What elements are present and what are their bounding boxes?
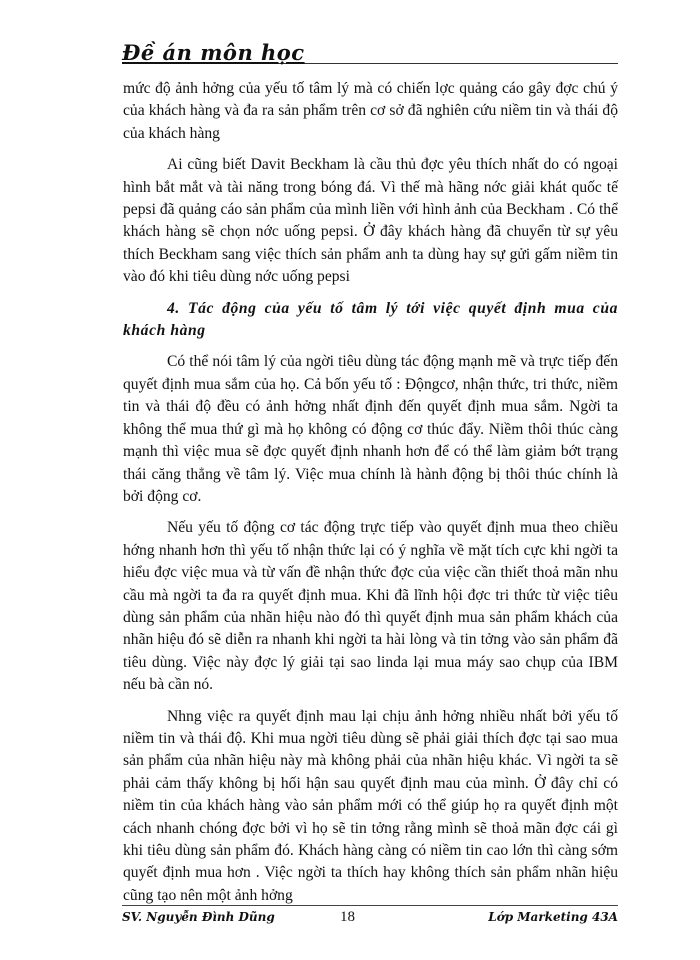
page-number: 18 xyxy=(340,909,355,925)
header-title: Đề án môn học xyxy=(122,40,305,65)
page-footer xyxy=(122,905,618,934)
section-heading: 4. Tác động của yếu tố tâm lý tới việc quyết định mua của khách hàng xyxy=(123,299,618,340)
paragraph-motivation: Nếu yếu tố động cơ tác động trực tiếp vào quyết định mua theo chiều hớng nhanh hơn thì yếu tố nhận thức lại có ý nghĩa về mặt tích cực khi ngời ta hiểu đợc việc mua và từ vấn đề nhận thức đợc của việc cần thiết thoả mãn nhu cầu mà ngời ta đa ra quyết định mua. Khi đã lĩnh hội đợc tri thức từ việc tiêu dùng sản phẩm của nhãn hiệu nào đó thì quyết định mua sản phẩm khách của nhãn hiệu đó sẽ diễn ra nhanh khi ngời ta hài lòng và tin tởng vào sản phẩm đã tiêu dùng. Việc này đợc lý giải tại sao linda lại mua máy sao chụp của IBM nếu bà cần nó. xyxy=(123,519,618,694)
document-body xyxy=(123,78,618,916)
paragraph-continuation: mức độ ảnh hởng của yếu tố tâm lý mà có chiến lợc quảng cáo gây đợc chú ý của khách hàng và đa ra sản phẩm trên cơ sở đã nghiên cứu niềm tin và thái độ của khách hàng xyxy=(123,80,618,142)
page-header xyxy=(122,34,618,64)
footer-class: Lớp Marketing 43A xyxy=(488,910,618,924)
paragraph-psychology: Có thể nói tâm lý của ngời tiêu dùng tác động mạnh mẽ và trực tiếp đến quyết định mua sắm của họ. Cả bốn yếu tố : Độngcơ, nhận thức, tri thức, niềm tin và thái độ đều có ảnh hởng nhất định đến quyết định mua sắm. Ngời ta không thể mua thứ gì mà họ không có động cơ thúc đẩy. Niềm thôi thúc càng mạnh thì việc mua sẽ đợc quyết định nhanh hơn để có thể làm giảm bớt trạng thái căng thẳng về tâm lý. Việc mua chính là hành động bị thôi thúc chính là bởi động cơ. xyxy=(123,353,618,505)
paragraph-beckham: Ai cũng biết Davit Beckham là cầu thủ đợc yêu thích nhất do có ngoại hình bắt mắt và tài năng trong bóng đá. Vì thế mà hãng nớc giải khát quốc tế pepsi đã quảng cáo sản phẩm của mình liền với hình ảnh của Beckham . Có thể khách hàng sẽ chọn nớc uống pepsi. Ở đây khách hàng đã chuyển từ sự yêu thích Beckham sang việc thích sản phẩm anh ta dùng hay sự gửi gấm niềm tin vào đó khi tiêu dùng nớc uống pepsi xyxy=(123,156,618,286)
footer-author: SV. Nguyễn Đình Dũng xyxy=(122,910,275,924)
paragraph-belief: Nhng việc ra quyết định mau lại chịu ảnh hởng nhiều nhất bởi yếu tố niềm tin và thái độ. Khi mua ngời tiêu dùng sẽ phải giải thích đợc tại sao mua sản phẩm của nhãn hiệu này mà không phải của nhãn hiệu khác. Vì ngời ta sẽ phải cảm thấy không bị hối hận sau quyết định mau của mình. Ở đây chỉ có niềm tin của khách hàng vào sản phẩm mới có thể giúp họ ra quyết định một cách nhanh chóng đợc bởi vì họ sẽ tin tởng rằng mình sẽ thoả mãn đợc cái gì khi tiêu dùng sản phẩm đó. Khách hàng càng có niềm tin cao lớn thì càng sớm quyết định mua hơn . Việc ngời ta thích hay không thích sản phẩm nhãn hiệu cũng tạo nên một ảnh hởng xyxy=(123,707,618,904)
